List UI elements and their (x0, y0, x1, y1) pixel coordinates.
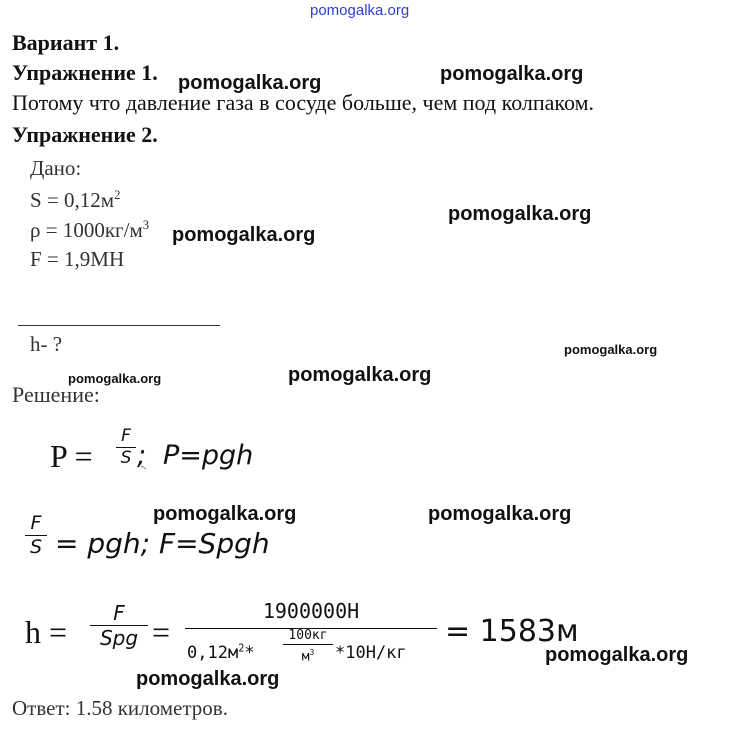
formula2-fraction (25, 514, 47, 557)
formula3-lhs: h = (25, 614, 68, 650)
given-area (30, 188, 120, 213)
given-density-text: ρ = 1000кг/м (30, 218, 143, 242)
formula3-small-denominator: м (301, 649, 310, 665)
watermark-11: pomogalka.org (136, 668, 280, 690)
formula3-den-star: * (244, 643, 255, 663)
given-label: Дано: (30, 156, 82, 180)
watermark-6: pomogalka.org (68, 371, 162, 386)
watermark-5: pomogalka.org (564, 342, 658, 357)
watermark-2: pomogalka.org (440, 63, 584, 85)
formula3-fraction (90, 603, 148, 648)
formula3-numerator: F (113, 601, 125, 625)
formula3-small-numerator: 100кг (288, 628, 328, 643)
formula1-lhs: P = (50, 438, 93, 474)
formula1-rhs: P=pgh (163, 440, 254, 471)
given-area-exp: 2 (114, 188, 121, 202)
given-density (30, 218, 149, 243)
watermark-9: pomogalka.org (428, 503, 572, 525)
formula3-small-denominator-exp: 3 (309, 648, 315, 657)
watermark-1: pomogalka.org (178, 72, 322, 94)
formula3-denominator: Spg (99, 626, 139, 650)
watermark-top: pomogalka.org (310, 2, 410, 19)
watermark-4: pomogalka.org (172, 224, 316, 246)
formula1-fraction (116, 428, 136, 467)
solution-label: Решение: (12, 382, 100, 407)
watermark-8: pomogalka.org (153, 503, 297, 525)
formula2-numerator: F (30, 512, 42, 534)
watermark-7: pomogalka.org (288, 364, 432, 386)
formula3-small-fraction (281, 629, 335, 664)
watermark-10: pomogalka.org (545, 644, 689, 666)
exercise2-title: Упражнение 2. (12, 122, 158, 147)
formula3-big-numerator: 1900000Н (262, 599, 360, 623)
variant-title: Вариант 1. (12, 30, 120, 55)
given-divider (18, 325, 220, 326)
formula3-big-fraction (185, 598, 437, 671)
formula3-equals: = (152, 614, 171, 650)
answer: Ответ: 1.58 километров. (12, 696, 228, 720)
formula3-big-denominator (185, 629, 437, 671)
given-force: F = 1,9МН (30, 247, 125, 271)
formula2-rhs: = pgh; F=Spgh (55, 527, 270, 560)
watermark-3: pomogalka.org (448, 203, 592, 225)
formula3-result: = 1583м (445, 614, 579, 649)
formula3-den-part-a: 0,12м (187, 643, 239, 663)
given-area-text: S = 0,12м (30, 188, 115, 212)
find-label: h- ? (30, 332, 63, 356)
formula1-separator: ; (137, 440, 147, 471)
formula3-den-part-a-exp: 2 (238, 643, 245, 655)
formula2-denominator: S (29, 536, 43, 558)
formula1-numerator: F (121, 426, 131, 446)
formula3-small-fraction-bar (283, 644, 333, 645)
exercise1-title: Упражнение 1. (12, 60, 158, 85)
given-density-exp: 3 (142, 218, 150, 232)
formula3-den-part-c: *10Н/кг (335, 643, 407, 663)
exercise1-text: Потому что давление газа в сосуде больше, чем под колпаком. (12, 90, 594, 115)
formula1-denominator: S (120, 448, 132, 468)
